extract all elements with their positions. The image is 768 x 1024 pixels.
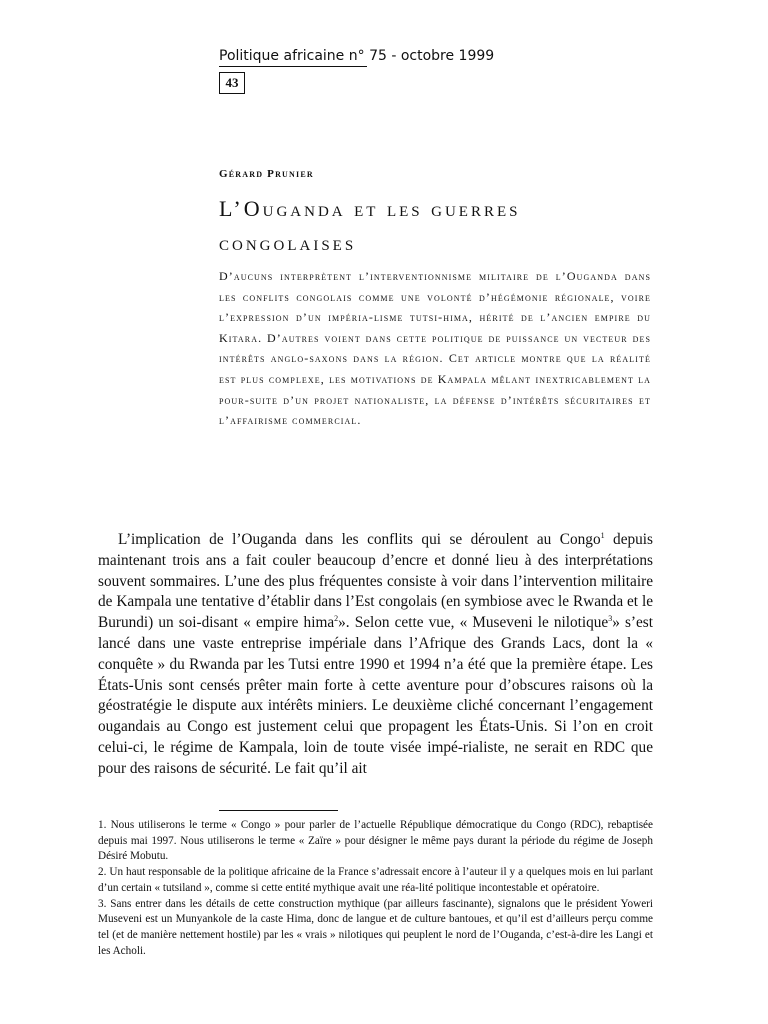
footnote-ref-1[interactable]: 1 [600, 530, 605, 540]
body-text-segment: ». Selon cette vue, « Museveni le nilotique [338, 614, 609, 632]
body-paragraph [98, 530, 653, 780]
footnotes [98, 818, 653, 959]
body-text-segment: L’implication de l’Ouganda dans les conflits qui se déroulent au Congo [118, 531, 601, 548]
page-number: 43 [219, 72, 245, 94]
body-text-segment: depuis maintenant trois ans a fait couler beaucoup d’encre et donné lieu à des interprétations souvent sommaires. L’une des plus fréquentes consiste à voir dans l’intervention militaire de Kampala une tentative d’établir dans l’Est congolais (en symbiose avec le Rwanda et le Burundi) un soi-disant « empire hima [98, 531, 653, 632]
footnote-2: 2. Un haut responsable de la politique africaine de la France s’adressait encore à l’auteur il y a quelques mois en lui parlant d’un certain « tutsiland », comme si cette entité mythique avait une réa-lité politique incontestable et opératoire. [98, 866, 653, 894]
journal-header: Politique africaine n° 75 - octobre 1999 [219, 48, 367, 67]
footnote-separator [219, 810, 338, 811]
footnote-1: 1. Nous utiliserons le terme « Congo » pour parler de l’actuelle République démocratique du Congo (RDC), rebaptisée depuis mai 1997. Nous utiliserons le terme « Zaïre » pour désigner le même pays durant la période du régime de Joseph Désiré Mobutu. [98, 819, 653, 863]
article-title-line-1: L’Ouganda et les guerres [219, 196, 521, 221]
footnote-ref-3[interactable]: 3 [608, 614, 613, 624]
article-abstract: D’aucuns interprètent l’interventionnisme militaire de l’Ouganda dans les conflits congolais comme une volonté d’hégémonie régionale, voire l’expression d’un impéria-lisme tutsi-hima, hérité de l’ancien empire du Kitara. D’autres voient dans cette politique de puissance un vecteur des intérêts anglo-saxons dans la région. Cet article montre que la réalité est plus complexe, les motivations de Kampala mêlant inextricablement la pour-suite d’un projet nationaliste, la défense d’intérêts sécuritaires et l’affairisme commercial. [219, 269, 651, 428]
article-title [219, 192, 659, 260]
footnote-ref-2[interactable]: 2 [334, 614, 339, 624]
article-author: Gérard Prunier [219, 168, 314, 180]
footnote-3: 3. Sans entrer dans les détails de cette construction mythique (par ailleurs fascinante), signalons que le président Yoweri Museveni est un Munyankole de la caste Hima, donc de langue et de culture bantoues, et qu’il est d’ailleurs perçu comme tel (et de manière nettement hostile) par les « vrais » nilotiques qui peuplent le nord de l’Ouganda, c’est-à-dire les Langi et les Acholi. [98, 897, 653, 957]
article-title-line-2: congolaises [219, 230, 357, 255]
body-text-segment: » s’est lancé dans une vaste entreprise impériale dans l’Afrique des Grands Lacs, dont la « conquête » du Rwanda par les Tutsi entre 1990 et 1994 n’a été que la première étape. Les États-Unis sont censés prêter main forte à cette aventure pour d’obscures raisons où la géostratégie le dispute aux intérêts miniers. Le deuxième cliché concernant l’engagement ougandais au Congo est justement celui que propagent les États-Unis. Si l’on en croit celui-ci, le régime de Kampala, loin de toute visée impé-rialiste, ne serait en RDC que pour des raisons de sécurité. Le fait qu’il ait [98, 614, 654, 777]
